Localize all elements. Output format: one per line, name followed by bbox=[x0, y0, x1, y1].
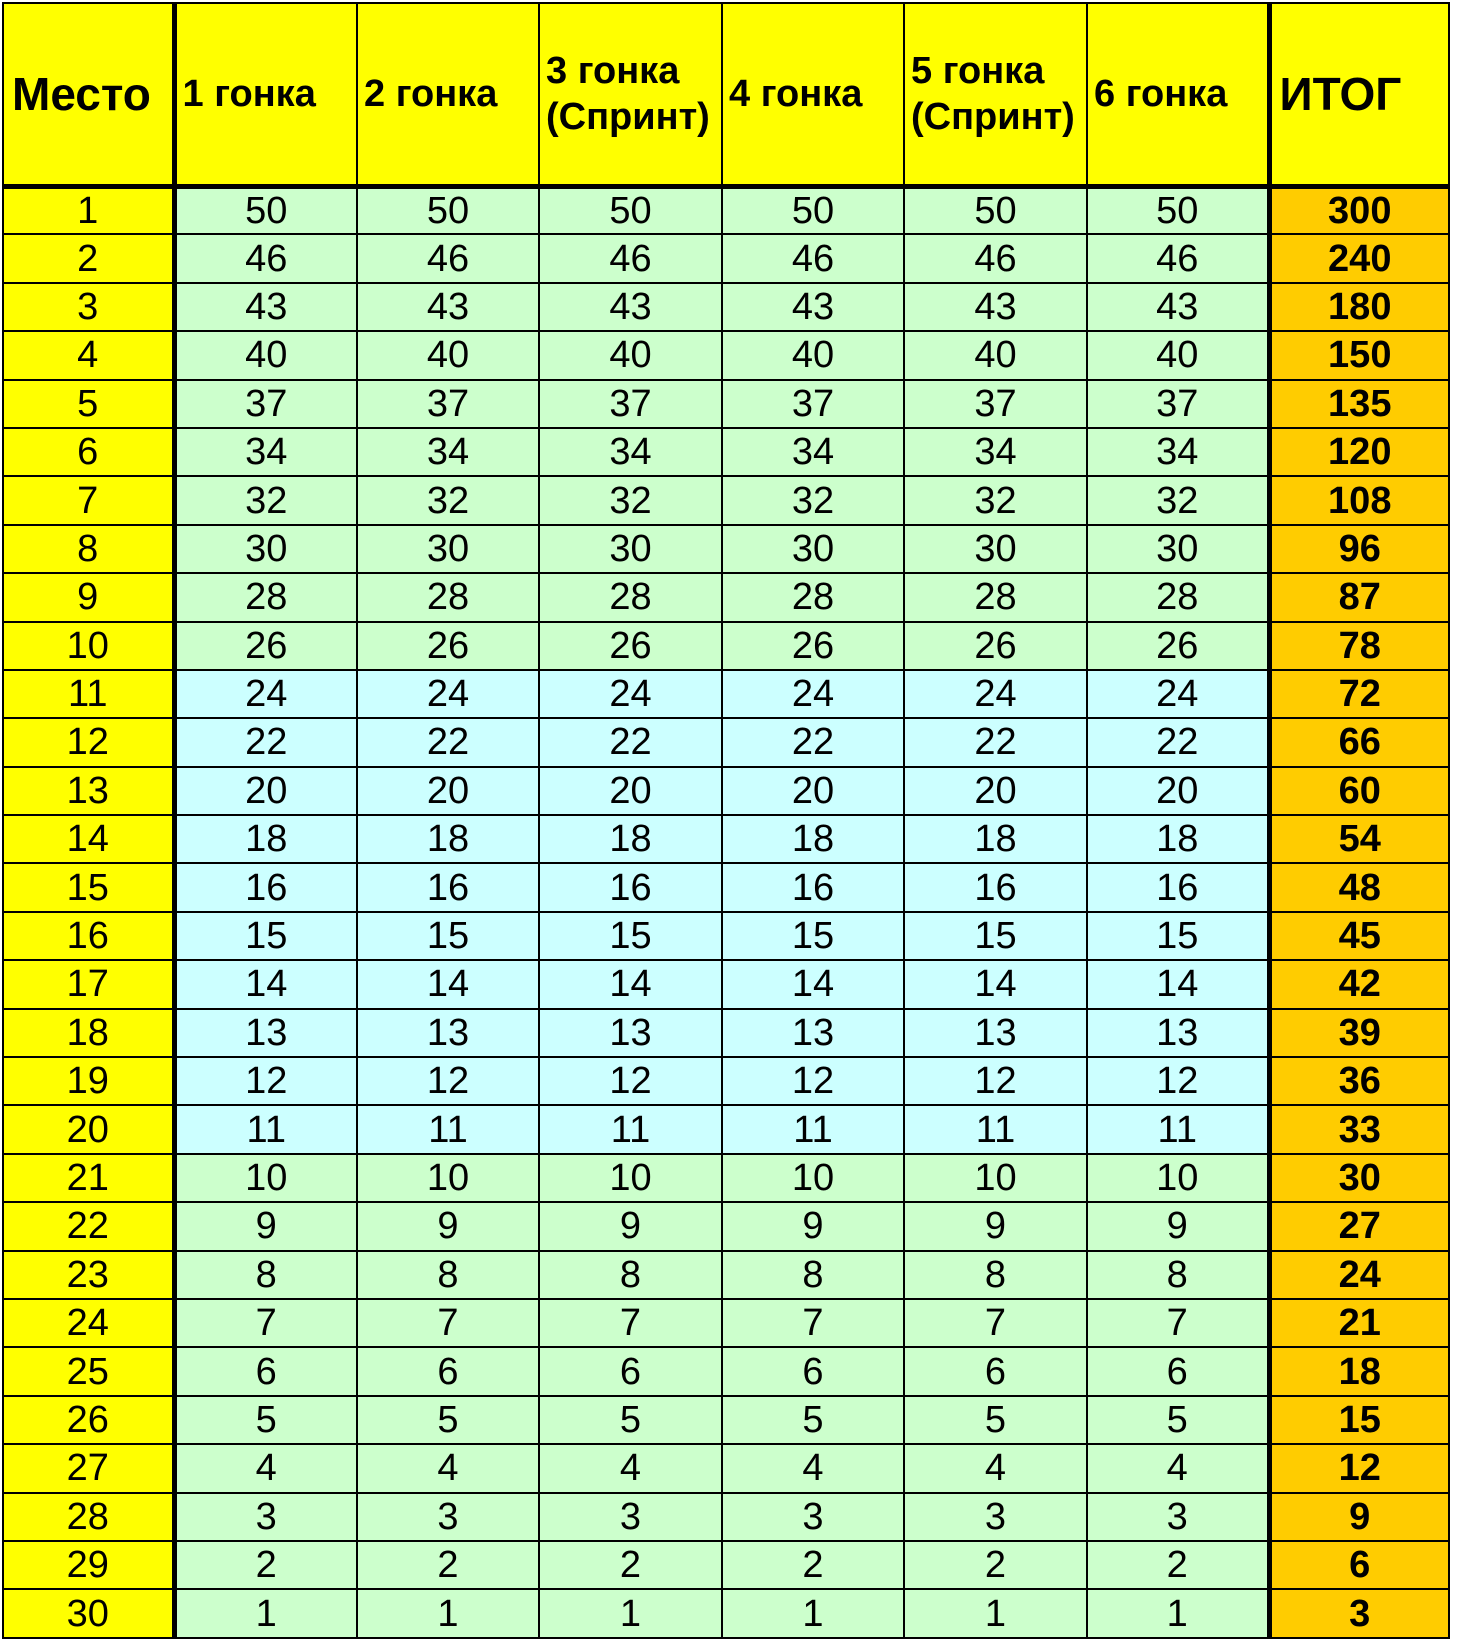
points-cell-race-6[interactable]: 34 bbox=[1087, 428, 1269, 476]
points-cell-race-4[interactable]: 4 bbox=[722, 1444, 904, 1492]
header-row bbox=[3, 3, 1449, 186]
points-cell-race-1[interactable]: 50 bbox=[174, 186, 357, 234]
points-cell-race-4[interactable]: 14 bbox=[722, 960, 904, 1008]
table-row bbox=[3, 1396, 1449, 1444]
points-cell-race-6[interactable]: 4 bbox=[1087, 1444, 1269, 1492]
points-cell-race-6[interactable]: 24 bbox=[1087, 670, 1269, 718]
points-cell-race-3[interactable]: 3 bbox=[539, 1493, 722, 1541]
points-cell-race-2[interactable]: 32 bbox=[357, 476, 539, 524]
points-cell-race-2[interactable]: 40 bbox=[357, 331, 539, 379]
points-cell-race-4[interactable]: 50 bbox=[722, 186, 904, 234]
points-cell-race-1[interactable]: 7 bbox=[174, 1299, 357, 1347]
points-cell-race-2[interactable]: 16 bbox=[357, 863, 539, 911]
total-cell[interactable]: 87 bbox=[1269, 573, 1449, 621]
points-cell-race-1[interactable]: 30 bbox=[174, 525, 357, 573]
total-cell[interactable]: 120 bbox=[1269, 428, 1449, 476]
points-cell-race-5[interactable]: 5 bbox=[904, 1396, 1087, 1444]
table-row bbox=[3, 1444, 1449, 1492]
points-cell-race-4[interactable]: 24 bbox=[722, 670, 904, 718]
points-cell-race-6[interactable]: 28 bbox=[1087, 573, 1269, 621]
place-cell[interactable]: 5 bbox=[3, 380, 174, 428]
points-cell-race-3[interactable]: 11 bbox=[539, 1105, 722, 1153]
points-cell-race-3[interactable]: 8 bbox=[539, 1251, 722, 1299]
points-cell-race-5[interactable]: 8 bbox=[904, 1251, 1087, 1299]
table-row bbox=[3, 380, 1449, 428]
total-cell[interactable]: 108 bbox=[1269, 476, 1449, 524]
points-cell-race-5[interactable]: 32 bbox=[904, 476, 1087, 524]
points-cell-race-1[interactable]: 14 bbox=[174, 960, 357, 1008]
points-cell-race-5[interactable]: 20 bbox=[904, 767, 1087, 815]
total-cell[interactable]: 240 bbox=[1269, 234, 1449, 282]
points-cell-race-6[interactable]: 11 bbox=[1087, 1105, 1269, 1153]
points-cell-race-6[interactable]: 9 bbox=[1087, 1202, 1269, 1250]
total-cell[interactable]: 27 bbox=[1269, 1202, 1449, 1250]
total-cell[interactable]: 15 bbox=[1269, 1396, 1449, 1444]
points-cell-race-1[interactable]: 9 bbox=[174, 1202, 357, 1250]
points-cell-race-2[interactable]: 22 bbox=[357, 718, 539, 766]
points-cell-race-2[interactable]: 24 bbox=[357, 670, 539, 718]
table-row bbox=[3, 912, 1449, 960]
points-cell-race-6[interactable]: 18 bbox=[1087, 815, 1269, 863]
column-header-race-3[interactable]: 3 гонка (Спринт) bbox=[539, 3, 722, 186]
place-cell[interactable]: 4 bbox=[3, 331, 174, 379]
points-cell-race-6[interactable]: 2 bbox=[1087, 1541, 1269, 1589]
table-row bbox=[3, 1541, 1449, 1589]
points-cell-race-4[interactable]: 13 bbox=[722, 1009, 904, 1057]
points-cell-race-3[interactable]: 16 bbox=[539, 863, 722, 911]
total-cell[interactable]: 150 bbox=[1269, 331, 1449, 379]
points-cell-race-1[interactable]: 18 bbox=[174, 815, 357, 863]
points-cell-race-4[interactable]: 22 bbox=[722, 718, 904, 766]
points-cell-race-1[interactable]: 43 bbox=[174, 283, 357, 331]
points-cell-race-4[interactable]: 28 bbox=[722, 573, 904, 621]
total-cell[interactable]: 180 bbox=[1269, 283, 1449, 331]
points-cell-race-6[interactable]: 1 bbox=[1087, 1589, 1269, 1637]
points-cell-race-4[interactable]: 16 bbox=[722, 863, 904, 911]
points-cell-race-3[interactable]: 20 bbox=[539, 767, 722, 815]
points-cell-race-3[interactable]: 9 bbox=[539, 1202, 722, 1250]
place-cell[interactable]: 6 bbox=[3, 428, 174, 476]
place-cell[interactable]: 21 bbox=[3, 1154, 174, 1202]
place-cell[interactable]: 15 bbox=[3, 863, 174, 911]
points-cell-race-3[interactable]: 15 bbox=[539, 912, 722, 960]
place-cell[interactable]: 18 bbox=[3, 1009, 174, 1057]
total-cell[interactable]: 60 bbox=[1269, 767, 1449, 815]
place-cell[interactable]: 22 bbox=[3, 1202, 174, 1250]
total-cell[interactable]: 135 bbox=[1269, 380, 1449, 428]
points-cell-race-6[interactable]: 46 bbox=[1087, 234, 1269, 282]
points-cell-race-4[interactable]: 7 bbox=[722, 1299, 904, 1347]
total-cell[interactable]: 33 bbox=[1269, 1105, 1449, 1153]
place-cell[interactable]: 1 bbox=[3, 186, 174, 234]
points-cell-race-6[interactable]: 16 bbox=[1087, 863, 1269, 911]
column-header-race-6[interactable]: 6 гонка bbox=[1087, 3, 1269, 186]
total-cell[interactable]: 45 bbox=[1269, 912, 1449, 960]
points-cell-race-4[interactable]: 6 bbox=[722, 1347, 904, 1395]
points-cell-race-6[interactable]: 6 bbox=[1087, 1347, 1269, 1395]
points-cell-race-5[interactable]: 30 bbox=[904, 525, 1087, 573]
points-cell-race-6[interactable]: 50 bbox=[1087, 186, 1269, 234]
total-cell[interactable]: 12 bbox=[1269, 1444, 1449, 1492]
table-row bbox=[3, 1347, 1449, 1395]
place-cell[interactable]: 20 bbox=[3, 1105, 174, 1153]
points-cell-race-5[interactable]: 4 bbox=[904, 1444, 1087, 1492]
points-cell-race-3[interactable]: 32 bbox=[539, 476, 722, 524]
points-cell-race-2[interactable]: 2 bbox=[357, 1541, 539, 1589]
table-row bbox=[3, 1105, 1449, 1153]
points-cell-race-5[interactable]: 6 bbox=[904, 1347, 1087, 1395]
table-row bbox=[3, 670, 1449, 718]
points-cell-race-3[interactable]: 10 bbox=[539, 1154, 722, 1202]
points-cell-race-2[interactable]: 30 bbox=[357, 525, 539, 573]
points-cell-race-2[interactable]: 13 bbox=[357, 1009, 539, 1057]
table-row bbox=[3, 186, 1449, 234]
table-row bbox=[3, 1202, 1449, 1250]
points-cell-race-4[interactable]: 15 bbox=[722, 912, 904, 960]
points-cell-race-4[interactable]: 46 bbox=[722, 234, 904, 282]
points-cell-race-3[interactable]: 2 bbox=[539, 1541, 722, 1589]
table-row bbox=[3, 234, 1449, 282]
points-cell-race-3[interactable]: 30 bbox=[539, 525, 722, 573]
points-cell-race-2[interactable]: 15 bbox=[357, 912, 539, 960]
points-cell-race-6[interactable]: 37 bbox=[1087, 380, 1269, 428]
points-cell-race-2[interactable]: 12 bbox=[357, 1057, 539, 1105]
points-cell-race-6[interactable]: 15 bbox=[1087, 912, 1269, 960]
points-cell-race-2[interactable]: 14 bbox=[357, 960, 539, 1008]
place-cell[interactable]: 12 bbox=[3, 718, 174, 766]
points-cell-race-5[interactable]: 11 bbox=[904, 1105, 1087, 1153]
points-cell-race-2[interactable]: 5 bbox=[357, 1396, 539, 1444]
points-cell-race-1[interactable]: 46 bbox=[174, 234, 357, 282]
points-cell-race-4[interactable]: 43 bbox=[722, 283, 904, 331]
points-cell-race-1[interactable]: 5 bbox=[174, 1396, 357, 1444]
table-row bbox=[3, 1154, 1449, 1202]
points-cell-race-3[interactable]: 22 bbox=[539, 718, 722, 766]
total-cell[interactable]: 42 bbox=[1269, 960, 1449, 1008]
points-cell-race-6[interactable]: 3 bbox=[1087, 1493, 1269, 1541]
total-cell[interactable]: 48 bbox=[1269, 863, 1449, 911]
points-cell-race-2[interactable]: 18 bbox=[357, 815, 539, 863]
points-cell-race-3[interactable]: 43 bbox=[539, 283, 722, 331]
table-row bbox=[3, 1299, 1449, 1347]
total-cell[interactable]: 96 bbox=[1269, 525, 1449, 573]
points-cell-race-5[interactable]: 9 bbox=[904, 1202, 1087, 1250]
points-cell-race-4[interactable]: 11 bbox=[722, 1105, 904, 1153]
points-cell-race-2[interactable]: 50 bbox=[357, 186, 539, 234]
points-cell-race-5[interactable]: 3 bbox=[904, 1493, 1087, 1541]
points-cell-race-2[interactable]: 37 bbox=[357, 380, 539, 428]
points-cell-race-2[interactable]: 11 bbox=[357, 1105, 539, 1153]
points-cell-race-3[interactable]: 28 bbox=[539, 573, 722, 621]
points-cell-race-1[interactable]: 6 bbox=[174, 1347, 357, 1395]
place-cell[interactable]: 14 bbox=[3, 815, 174, 863]
points-cell-race-6[interactable]: 12 bbox=[1087, 1057, 1269, 1105]
points-cell-race-1[interactable]: 2 bbox=[174, 1541, 357, 1589]
total-cell[interactable]: 54 bbox=[1269, 815, 1449, 863]
points-cell-race-6[interactable]: 13 bbox=[1087, 1009, 1269, 1057]
total-cell[interactable]: 9 bbox=[1269, 1493, 1449, 1541]
points-cell-race-2[interactable]: 28 bbox=[357, 573, 539, 621]
total-cell[interactable]: 21 bbox=[1269, 1299, 1449, 1347]
points-cell-race-1[interactable]: 34 bbox=[174, 428, 357, 476]
points-cell-race-3[interactable]: 5 bbox=[539, 1396, 722, 1444]
place-cell[interactable]: 10 bbox=[3, 622, 174, 670]
place-cell[interactable]: 9 bbox=[3, 573, 174, 621]
points-cell-race-2[interactable]: 7 bbox=[357, 1299, 539, 1347]
total-cell[interactable]: 66 bbox=[1269, 718, 1449, 766]
points-cell-race-4[interactable]: 18 bbox=[722, 815, 904, 863]
points-cell-race-3[interactable]: 50 bbox=[539, 186, 722, 234]
points-cell-race-6[interactable]: 8 bbox=[1087, 1251, 1269, 1299]
points-cell-race-6[interactable]: 22 bbox=[1087, 718, 1269, 766]
points-cell-race-5[interactable]: 13 bbox=[904, 1009, 1087, 1057]
points-cell-race-5[interactable]: 43 bbox=[904, 283, 1087, 331]
points-cell-race-6[interactable]: 14 bbox=[1087, 960, 1269, 1008]
points-cell-race-5[interactable]: 15 bbox=[904, 912, 1087, 960]
total-cell[interactable]: 78 bbox=[1269, 622, 1449, 670]
place-cell[interactable]: 26 bbox=[3, 1396, 174, 1444]
points-cell-race-3[interactable]: 14 bbox=[539, 960, 722, 1008]
table-row bbox=[3, 863, 1449, 911]
points-cell-race-3[interactable]: 18 bbox=[539, 815, 722, 863]
points-table bbox=[2, 2, 1450, 1639]
place-cell[interactable]: 24 bbox=[3, 1299, 174, 1347]
points-cell-race-3[interactable]: 26 bbox=[539, 622, 722, 670]
points-cell-race-3[interactable]: 37 bbox=[539, 380, 722, 428]
points-cell-race-3[interactable]: 1 bbox=[539, 1589, 722, 1637]
table-row bbox=[3, 1251, 1449, 1299]
points-cell-race-3[interactable]: 6 bbox=[539, 1347, 722, 1395]
points-cell-race-1[interactable]: 15 bbox=[174, 912, 357, 960]
points-cell-race-5[interactable]: 16 bbox=[904, 863, 1087, 911]
points-cell-race-6[interactable]: 32 bbox=[1087, 476, 1269, 524]
points-cell-race-5[interactable]: 26 bbox=[904, 622, 1087, 670]
points-cell-race-5[interactable]: 14 bbox=[904, 960, 1087, 1008]
points-cell-race-2[interactable]: 46 bbox=[357, 234, 539, 282]
points-cell-race-5[interactable]: 50 bbox=[904, 186, 1087, 234]
points-cell-race-4[interactable]: 8 bbox=[722, 1251, 904, 1299]
points-cell-race-1[interactable]: 20 bbox=[174, 767, 357, 815]
points-cell-race-2[interactable]: 9 bbox=[357, 1202, 539, 1250]
points-cell-race-1[interactable]: 1 bbox=[174, 1589, 357, 1637]
points-cell-race-4[interactable]: 5 bbox=[722, 1396, 904, 1444]
total-cell[interactable]: 72 bbox=[1269, 670, 1449, 718]
place-cell[interactable]: 29 bbox=[3, 1541, 174, 1589]
table-row bbox=[3, 1057, 1449, 1105]
place-cell[interactable]: 25 bbox=[3, 1347, 174, 1395]
points-cell-race-5[interactable]: 28 bbox=[904, 573, 1087, 621]
points-cell-race-4[interactable]: 1 bbox=[722, 1589, 904, 1637]
place-cell[interactable]: 2 bbox=[3, 234, 174, 282]
place-cell[interactable]: 7 bbox=[3, 476, 174, 524]
total-cell[interactable]: 24 bbox=[1269, 1251, 1449, 1299]
place-cell[interactable]: 23 bbox=[3, 1251, 174, 1299]
points-cell-race-6[interactable]: 10 bbox=[1087, 1154, 1269, 1202]
points-cell-race-4[interactable]: 30 bbox=[722, 525, 904, 573]
points-cell-race-4[interactable]: 34 bbox=[722, 428, 904, 476]
points-cell-race-5[interactable]: 7 bbox=[904, 1299, 1087, 1347]
points-cell-race-2[interactable]: 26 bbox=[357, 622, 539, 670]
column-header-total[interactable]: ИТОГ bbox=[1269, 3, 1449, 186]
points-cell-race-1[interactable]: 37 bbox=[174, 380, 357, 428]
points-cell-race-6[interactable]: 7 bbox=[1087, 1299, 1269, 1347]
place-cell[interactable]: 13 bbox=[3, 767, 174, 815]
points-cell-race-6[interactable]: 20 bbox=[1087, 767, 1269, 815]
points-cell-race-1[interactable]: 10 bbox=[174, 1154, 357, 1202]
points-cell-race-3[interactable]: 12 bbox=[539, 1057, 722, 1105]
points-cell-race-4[interactable]: 37 bbox=[722, 380, 904, 428]
points-cell-race-1[interactable]: 4 bbox=[174, 1444, 357, 1492]
points-cell-race-3[interactable]: 13 bbox=[539, 1009, 722, 1057]
points-cell-race-4[interactable]: 32 bbox=[722, 476, 904, 524]
column-header-race-4[interactable]: 4 гонка bbox=[722, 3, 904, 186]
column-header-race-2[interactable]: 2 гонка bbox=[357, 3, 539, 186]
table-row bbox=[3, 331, 1449, 379]
place-cell[interactable]: 30 bbox=[3, 1589, 174, 1637]
table-row bbox=[3, 767, 1449, 815]
place-cell[interactable]: 8 bbox=[3, 525, 174, 573]
points-cell-race-6[interactable]: 26 bbox=[1087, 622, 1269, 670]
points-cell-race-2[interactable]: 8 bbox=[357, 1251, 539, 1299]
points-cell-race-4[interactable]: 40 bbox=[722, 331, 904, 379]
points-cell-race-3[interactable]: 34 bbox=[539, 428, 722, 476]
points-cell-race-4[interactable]: 3 bbox=[722, 1493, 904, 1541]
points-cell-race-2[interactable]: 1 bbox=[357, 1589, 539, 1637]
points-cell-race-4[interactable]: 2 bbox=[722, 1541, 904, 1589]
points-cell-race-4[interactable]: 12 bbox=[722, 1057, 904, 1105]
table-row bbox=[3, 1009, 1449, 1057]
points-cell-race-4[interactable]: 26 bbox=[722, 622, 904, 670]
points-cell-race-3[interactable]: 40 bbox=[539, 331, 722, 379]
total-cell[interactable]: 3 bbox=[1269, 1589, 1449, 1637]
points-cell-race-1[interactable]: 22 bbox=[174, 718, 357, 766]
table-body bbox=[3, 186, 1449, 1638]
points-cell-race-2[interactable]: 4 bbox=[357, 1444, 539, 1492]
points-cell-race-3[interactable]: 7 bbox=[539, 1299, 722, 1347]
points-cell-race-1[interactable]: 26 bbox=[174, 622, 357, 670]
table-row bbox=[3, 573, 1449, 621]
points-cell-race-6[interactable]: 30 bbox=[1087, 525, 1269, 573]
points-cell-race-5[interactable]: 46 bbox=[904, 234, 1087, 282]
points-cell-race-1[interactable]: 40 bbox=[174, 331, 357, 379]
points-cell-race-2[interactable]: 43 bbox=[357, 283, 539, 331]
points-cell-race-5[interactable]: 37 bbox=[904, 380, 1087, 428]
points-cell-race-1[interactable]: 11 bbox=[174, 1105, 357, 1153]
points-cell-race-5[interactable]: 2 bbox=[904, 1541, 1087, 1589]
total-cell[interactable]: 30 bbox=[1269, 1154, 1449, 1202]
table-row bbox=[3, 428, 1449, 476]
column-header-race-5[interactable]: 5 гонка (Спринт) bbox=[904, 3, 1087, 186]
points-cell-race-4[interactable]: 20 bbox=[722, 767, 904, 815]
points-cell-race-6[interactable]: 40 bbox=[1087, 331, 1269, 379]
total-cell[interactable]: 6 bbox=[1269, 1541, 1449, 1589]
points-cell-race-1[interactable]: 8 bbox=[174, 1251, 357, 1299]
place-cell[interactable]: 3 bbox=[3, 283, 174, 331]
points-cell-race-5[interactable]: 34 bbox=[904, 428, 1087, 476]
table-row bbox=[3, 622, 1449, 670]
points-cell-race-2[interactable]: 3 bbox=[357, 1493, 539, 1541]
place-cell[interactable]: 17 bbox=[3, 960, 174, 1008]
points-cell-race-4[interactable]: 9 bbox=[722, 1202, 904, 1250]
points-cell-race-4[interactable]: 10 bbox=[722, 1154, 904, 1202]
total-cell[interactable]: 300 bbox=[1269, 186, 1449, 234]
points-cell-race-1[interactable]: 32 bbox=[174, 476, 357, 524]
table-row bbox=[3, 283, 1449, 331]
table-row bbox=[3, 960, 1449, 1008]
points-cell-race-2[interactable]: 6 bbox=[357, 1347, 539, 1395]
place-cell[interactable]: 27 bbox=[3, 1444, 174, 1492]
column-header-race-1[interactable]: 1 гонка bbox=[174, 3, 357, 186]
points-cell-race-2[interactable]: 20 bbox=[357, 767, 539, 815]
points-cell-race-5[interactable]: 18 bbox=[904, 815, 1087, 863]
table-row bbox=[3, 1589, 1449, 1637]
points-cell-race-1[interactable]: 3 bbox=[174, 1493, 357, 1541]
points-cell-race-5[interactable]: 10 bbox=[904, 1154, 1087, 1202]
table-row bbox=[3, 1493, 1449, 1541]
points-cell-race-5[interactable]: 24 bbox=[904, 670, 1087, 718]
place-cell[interactable]: 19 bbox=[3, 1057, 174, 1105]
points-cell-race-1[interactable]: 24 bbox=[174, 670, 357, 718]
points-cell-race-6[interactable]: 5 bbox=[1087, 1396, 1269, 1444]
points-cell-race-5[interactable]: 1 bbox=[904, 1589, 1087, 1637]
points-cell-race-5[interactable]: 12 bbox=[904, 1057, 1087, 1105]
total-cell[interactable]: 39 bbox=[1269, 1009, 1449, 1057]
place-cell[interactable]: 16 bbox=[3, 912, 174, 960]
points-cell-race-1[interactable]: 28 bbox=[174, 573, 357, 621]
table-row bbox=[3, 815, 1449, 863]
points-cell-race-1[interactable]: 12 bbox=[174, 1057, 357, 1105]
points-cell-race-3[interactable]: 4 bbox=[539, 1444, 722, 1492]
table-row bbox=[3, 718, 1449, 766]
points-cell-race-2[interactable]: 10 bbox=[357, 1154, 539, 1202]
place-cell[interactable]: 11 bbox=[3, 670, 174, 718]
points-cell-race-2[interactable]: 34 bbox=[357, 428, 539, 476]
points-cell-race-1[interactable]: 13 bbox=[174, 1009, 357, 1057]
points-cell-race-6[interactable]: 43 bbox=[1087, 283, 1269, 331]
points-cell-race-3[interactable]: 24 bbox=[539, 670, 722, 718]
place-cell[interactable]: 28 bbox=[3, 1493, 174, 1541]
points-cell-race-3[interactable]: 46 bbox=[539, 234, 722, 282]
table-row bbox=[3, 476, 1449, 524]
table-row bbox=[3, 525, 1449, 573]
total-cell[interactable]: 18 bbox=[1269, 1347, 1449, 1395]
column-header-place[interactable]: Место bbox=[3, 3, 174, 186]
points-cell-race-1[interactable]: 16 bbox=[174, 863, 357, 911]
points-cell-race-5[interactable]: 40 bbox=[904, 331, 1087, 379]
total-cell[interactable]: 36 bbox=[1269, 1057, 1449, 1105]
points-cell-race-5[interactable]: 22 bbox=[904, 718, 1087, 766]
